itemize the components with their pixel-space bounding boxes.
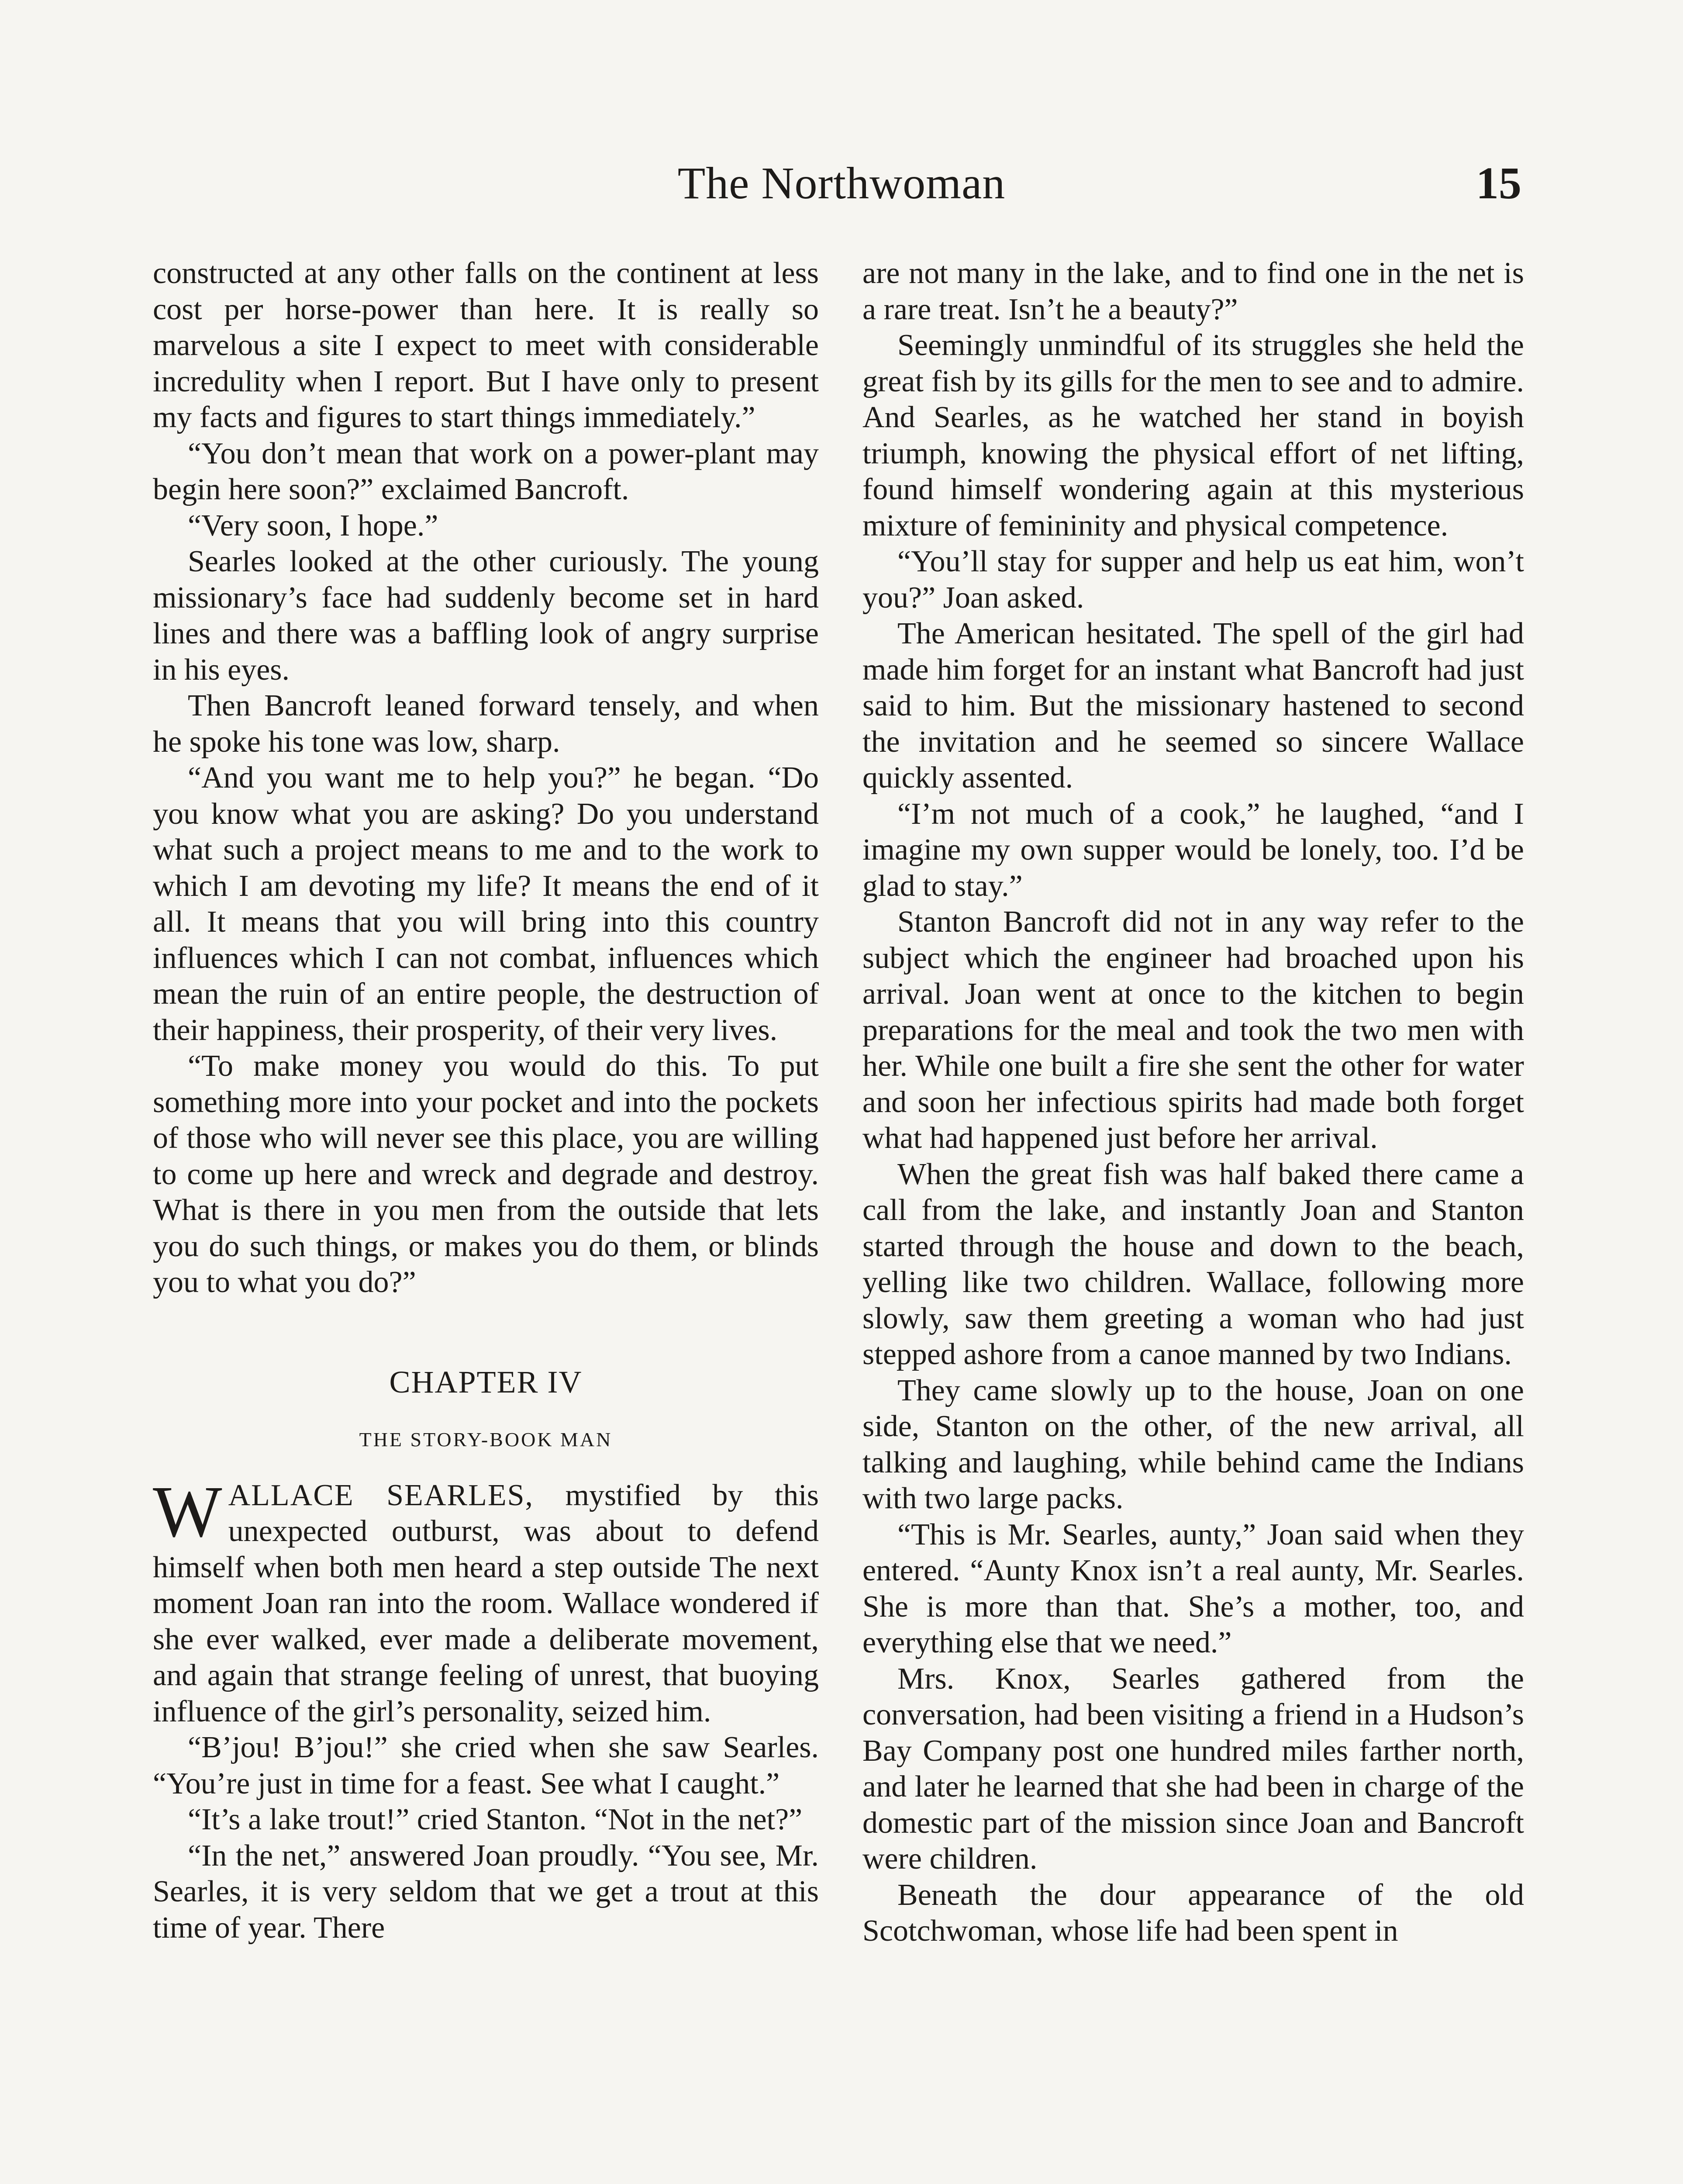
- paragraph: They came slowly up to the house, Joan on one side, Stanton on the other, of the new arrival, all talking and laughing, while behind came the Indians with two large packs.: [862, 1373, 1524, 1515]
- paragraph: “And you want me to help you?” he began. “Do you know what you are asking? Do you understand what such a project means to me and to the work to which I am devoting my life? It means the end of it all. It means that you will bring into this country influences which I can not combat, influences which mean the ruin of an entire people, the destruction of their happiness, their prosperity, of their very lives.: [153, 761, 819, 1047]
- paragraph: The American hesitated. The spell of the girl had made him forget for an instant what Bancroft had just said to him. But the missionary hastened to second the invitation and he seemed so sincere Wallace quickly assented.: [862, 617, 1524, 795]
- paragraph: Beneath the dour appearance of the old Scotchwoman, whose life had been spent in: [862, 1878, 1524, 1948]
- left-column: [153, 256, 819, 1946]
- paragraph: Seemingly unmindful of its struggles she held the great fish by its gills for the men to see and to admire. And Searles, as he watched her stand in boyish triumph, knowing the physical effort of net lifting, found himself wondering again at this mysterious mixture of femininity and physical competence.: [862, 328, 1524, 543]
- chapter-subtitle: THE STORY-BOOK MAN: [359, 1428, 613, 1451]
- paragraph: “B’jou! B’jou!” she cried when she saw Searles. “You’re just in time for a feast. See what I caught.”: [153, 1731, 819, 1800]
- right-column: [862, 256, 1524, 1949]
- paragraph: “In the net,” answered Joan proudly. “You see, Mr. Searles, it is very seldom that we get a trout at this time of year. There: [153, 1838, 819, 1945]
- paragraph: “You’ll stay for supper and help us eat him, won’t you?” Joan asked.: [862, 545, 1524, 615]
- paragraph: Mrs. Knox, Searles gathered from the conversation, had been visiting a friend in a Hudson’s Bay Company post one hundred miles farther north, and later he learned that she had been in charge of the domestic part of the mission since Joan and Bancroft were children.: [862, 1662, 1524, 1876]
- opening-text: mystified by this unexpected outburst, was about to defend himself when both men heard a step outside The next moment Joan ran into the room. Wallace wondered if she ever walked, ever made a deliberate movement, and again that strange feeling of unrest, that buoying influence of the girl’s personality, seized him.: [153, 1478, 819, 1728]
- running-header-title: The Northwoman: [677, 158, 1006, 208]
- page-number: 15: [1476, 158, 1521, 208]
- paragraph: Stanton Bancroft did not in any way refer to the subject which the engineer had broached upon his arrival. Joan went at once to the kitchen to begin preparations for the meal and took the two men with her. While one built a fire she sent the other for water and soon her infectious spirits had made both forget what had happened just before her arrival.: [862, 905, 1524, 1155]
- paragraph: “To make money you would do this. To put something more into your pocket and into the pockets of those who will never see this place, you are willing to come up here and wreck and degrade and destroy. What is there in you men from the outside that lets you do such things, or makes you do them, or blinds you to what you do?”: [153, 1049, 819, 1299]
- paragraph: constructed at any other falls on the continent at less cost per horse-power than here. It is really so marvelous a site I expect to meet with considerable incredulity when I report. But I have only to present my facts and figures to start things immediately.”: [153, 256, 819, 434]
- chapter-opening-paragraph: [153, 1471, 819, 1730]
- paragraph: “You don’t mean that work on a power-plant may begin here soon?” exclaimed Bancroft.: [153, 436, 819, 506]
- paragraph: are not many in the lake, and to find one in the net is a rare treat. Isn’t he a beauty?”: [862, 256, 1524, 326]
- paragraph: “I’m not much of a cook,” he laughed, “and I imagine my own supper would be lonely, too. I’d be glad to stay.”: [862, 797, 1524, 903]
- chapter-heading: CHAPTER IV: [389, 1364, 583, 1400]
- paragraph: “This is Mr. Searles, aunty,” Joan said when they entered. “Aunty Knox isn’t a real aunty, Mr. Searles. She is more than that. She’s a mother, too, and everything else that we need.”: [862, 1517, 1524, 1659]
- paragraph: “Very soon, I hope.”: [188, 508, 438, 543]
- paragraph: When the great fish was half baked there came a call from the lake, and instantly Joan and Stanton started through the house and down to the beach, yelling like two children. Wallace, following more slowly, saw them greeting a woman who had just stepped ashore from a canoe manned by two Indians.: [862, 1157, 1524, 1371]
- drop-cap: W: [153, 1471, 222, 1552]
- opening-small-caps: ALLACE SEARLES,: [228, 1478, 534, 1512]
- paragraph: Then Bancroft leaned forward tensely, and when he spoke his tone was low, sharp.: [153, 689, 819, 759]
- paragraph: “It’s a lake trout!” cried Stanton. “Not in the net?”: [188, 1803, 803, 1836]
- paragraph: Searles looked at the other curiously. The young missionary’s face had suddenly become set in hard lines and there was a baffling look of angry surprise in his eyes.: [153, 545, 819, 687]
